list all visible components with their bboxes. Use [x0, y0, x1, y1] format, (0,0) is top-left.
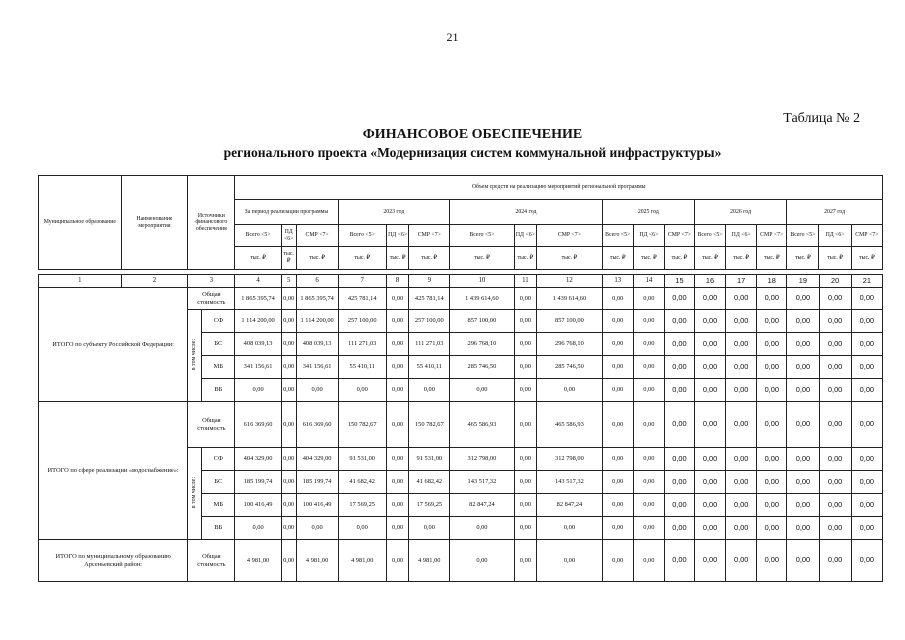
header-unit: тыс. ₽	[450, 247, 514, 270]
header-unit: тыс. ₽	[514, 247, 537, 270]
value-cell: 0,00	[386, 517, 409, 540]
value-cell: 1 439 614,60	[537, 288, 603, 310]
value-cell: 0,00	[386, 448, 409, 471]
header-sub-pd: ПД <6>	[281, 225, 296, 247]
row-label-source: БС	[202, 333, 235, 356]
value-cell: 111 271,03	[338, 333, 386, 356]
value-cell: 0,00	[851, 288, 882, 310]
value-cell: 0,00	[537, 517, 603, 540]
value-cell: 0,00	[386, 356, 409, 379]
value-cell: 1 865 395,74	[296, 288, 338, 310]
value-cell: 0,00	[537, 379, 603, 402]
value-cell: 0,00	[386, 540, 409, 582]
value-cell: 55 410,11	[409, 356, 450, 379]
value-cell: 0,00	[602, 517, 633, 540]
value-cell: 0,00	[514, 517, 537, 540]
document-title: ФИНАНСОВОЕ ОБЕСПЕЧЕНИЕ	[362, 127, 583, 142]
row-label-total-cost: Общая стоимость	[188, 540, 235, 582]
value-cell: 0,00	[787, 333, 819, 356]
in-that-number-label	[188, 448, 202, 540]
value-cell: 0,00	[757, 356, 787, 379]
value-cell: 0,00	[633, 494, 664, 517]
header-sub-smr: СМР <7>	[851, 225, 882, 247]
value-cell: 0,00	[819, 494, 851, 517]
header-sub-total: Всего <5>	[338, 225, 386, 247]
value-cell: 0,00	[726, 333, 757, 356]
value-cell: 0,00	[726, 402, 757, 448]
value-cell: 0,00	[851, 333, 882, 356]
value-cell: 82 847,24	[450, 494, 514, 517]
value-cell: 0,00	[694, 402, 725, 448]
value-cell: 0,00	[633, 356, 664, 379]
value-cell: 4 981,00	[296, 540, 338, 582]
value-cell: 0,00	[633, 310, 664, 333]
document-subtitle: регионального проекта «Модернизация систем коммунальной инфраструктуры»	[223, 145, 722, 160]
value-cell: 0,00	[787, 310, 819, 333]
value-cell: 0,00	[281, 540, 296, 582]
value-cell: 0,00	[819, 471, 851, 494]
value-cell: 0,00	[281, 517, 296, 540]
value-cell: 0,00	[450, 517, 514, 540]
value-cell: 0,00	[819, 448, 851, 471]
header-sub-pd: ПД <6>	[633, 225, 664, 247]
row-label-source: БС	[202, 471, 235, 494]
header-unit: тыс. ₽	[694, 247, 725, 270]
value-cell: 0,00	[633, 402, 664, 448]
value-cell: 0,00	[514, 310, 537, 333]
value-cell: 312 798,00	[450, 448, 514, 471]
value-cell: 1 114 200,00	[296, 310, 338, 333]
value-cell: 0,00	[851, 356, 882, 379]
column-number: 16	[694, 275, 725, 288]
value-cell: 0,00	[235, 517, 281, 540]
header-sub-total: Всего <5>	[694, 225, 725, 247]
column-number: 19	[787, 275, 819, 288]
column-number: 7	[338, 275, 386, 288]
value-cell: 0,00	[664, 471, 694, 494]
value-cell: 0,00	[851, 494, 882, 517]
value-cell: 91 531,00	[409, 448, 450, 471]
value-cell: 0,00	[514, 471, 537, 494]
header-unit: тыс. ₽	[664, 247, 694, 270]
header-sub-smr: СМР <7>	[409, 225, 450, 247]
value-cell: 143 517,32	[537, 471, 603, 494]
value-cell: 0,00	[757, 494, 787, 517]
column-number: 1	[39, 275, 122, 288]
value-cell: 0,00	[757, 379, 787, 402]
value-cell: 0,00	[664, 333, 694, 356]
table-row	[39, 540, 883, 582]
value-cell: 0,00	[787, 402, 819, 448]
value-cell: 0,00	[664, 310, 694, 333]
value-cell: 0,00	[694, 356, 725, 379]
value-cell: 150 782,67	[409, 402, 450, 448]
value-cell: 0,00	[281, 402, 296, 448]
page-number: 21	[446, 30, 459, 44]
value-cell: 0,00	[787, 471, 819, 494]
column-number: 9	[409, 275, 450, 288]
value-cell: 0,00	[602, 310, 633, 333]
value-cell: 0,00	[281, 379, 296, 402]
value-cell: 0,00	[664, 540, 694, 582]
value-cell: 0,00	[450, 540, 514, 582]
value-cell: 0,00	[537, 540, 603, 582]
value-cell: 0,00	[757, 288, 787, 310]
value-cell: 857 100,00	[450, 310, 514, 333]
value-cell: 0,00	[819, 379, 851, 402]
value-cell: 100 416,49	[296, 494, 338, 517]
value-cell: 425 781,14	[338, 288, 386, 310]
value-cell: 0,00	[726, 494, 757, 517]
value-cell: 91 531,00	[338, 448, 386, 471]
section-name: ИТОГО по сфере реализации «водоснабжение»:	[39, 402, 188, 540]
value-cell: 0,00	[633, 288, 664, 310]
value-cell: 0,00	[851, 517, 882, 540]
value-cell: 616 369,60	[296, 402, 338, 448]
value-cell: 425 781,14	[409, 288, 450, 310]
value-cell: 0,00	[235, 379, 281, 402]
value-cell: 0,00	[694, 448, 725, 471]
value-cell: 0,00	[386, 333, 409, 356]
value-cell: 0,00	[787, 517, 819, 540]
column-number: 17	[726, 275, 757, 288]
header-sub-total: Всего <5>	[602, 225, 633, 247]
row-label-source: МБ	[202, 356, 235, 379]
value-cell: 17 569,25	[409, 494, 450, 517]
value-cell: 111 271,03	[409, 333, 450, 356]
value-cell: 0,00	[633, 379, 664, 402]
value-cell: 0,00	[602, 494, 633, 517]
value-cell: 257 100,00	[409, 310, 450, 333]
value-cell: 616 369,60	[235, 402, 281, 448]
value-cell: 296 768,10	[537, 333, 603, 356]
section-name: ИТОГО по муниципальному образованию Арсеньевский район:	[39, 540, 188, 582]
row-label-source: ВБ	[202, 517, 235, 540]
header-sub-pd: ПД <6>	[819, 225, 851, 247]
value-cell: 0,00	[851, 379, 882, 402]
row-label-source: СФ	[202, 310, 235, 333]
header-sub-pd: ПД <6>	[514, 225, 537, 247]
header-period-2024: 2024 год	[450, 200, 602, 225]
value-cell: 0,00	[409, 517, 450, 540]
value-cell: 185 199,74	[235, 471, 281, 494]
financing-table	[38, 274, 883, 582]
value-cell: 1 114 200,00	[235, 310, 281, 333]
value-cell: 0,00	[602, 356, 633, 379]
value-cell: 0,00	[602, 288, 633, 310]
value-cell: 0,00	[819, 540, 851, 582]
header-period-2027: 2027 год	[787, 200, 883, 225]
table-row	[39, 288, 883, 310]
section-name: ИТОГО по субъекту Российской Федерации:	[39, 288, 188, 402]
value-cell: 0,00	[819, 333, 851, 356]
value-cell: 0,00	[819, 517, 851, 540]
value-cell: 0,00	[819, 310, 851, 333]
value-cell: 100 416,49	[235, 494, 281, 517]
header-period-total: За период реализации программы	[235, 200, 338, 225]
value-cell: 0,00	[819, 356, 851, 379]
value-cell: 0,00	[787, 448, 819, 471]
header-municipality: Муниципальное образование	[39, 176, 122, 270]
value-cell: 0,00	[664, 402, 694, 448]
row-label-source: МБ	[202, 494, 235, 517]
value-cell: 0,00	[633, 471, 664, 494]
header-unit: тыс. ₽	[409, 247, 450, 270]
value-cell: 0,00	[386, 402, 409, 448]
value-cell: 0,00	[514, 356, 537, 379]
value-cell: 0,00	[694, 540, 725, 582]
value-cell: 312 798,00	[537, 448, 603, 471]
value-cell: 0,00	[757, 448, 787, 471]
row-label-total-cost: Общая стоимость	[188, 288, 235, 310]
value-cell: 0,00	[726, 517, 757, 540]
header-sub-total: Всего <5>	[235, 225, 281, 247]
value-cell: 4 981,00	[409, 540, 450, 582]
value-cell: 0,00	[602, 448, 633, 471]
header-sub-smr: СМР <7>	[757, 225, 787, 247]
value-cell: 0,00	[851, 540, 882, 582]
table-header	[38, 175, 883, 270]
column-number: 12	[537, 275, 603, 288]
value-cell: 0,00	[694, 333, 725, 356]
value-cell: 0,00	[726, 448, 757, 471]
value-cell: 341 156,61	[296, 356, 338, 379]
value-cell: 0,00	[281, 494, 296, 517]
header-unit: тыс. ₽	[787, 247, 819, 270]
value-cell: 0,00	[787, 379, 819, 402]
header-unit: тыс. ₽	[819, 247, 851, 270]
header-sub-smr: СМР <7>	[296, 225, 338, 247]
header-unit: тыс. ₽	[537, 247, 602, 270]
value-cell: 0,00	[338, 517, 386, 540]
value-cell: 0,00	[514, 494, 537, 517]
header-unit: тыс. ₽	[633, 247, 664, 270]
column-number: 18	[757, 275, 787, 288]
value-cell: 0,00	[851, 402, 882, 448]
in-that-number-text: в том числе:	[191, 476, 198, 508]
value-cell: 0,00	[386, 288, 409, 310]
value-cell: 0,00	[726, 356, 757, 379]
column-number: 4	[235, 275, 281, 288]
header-sub-total: Всего <5>	[450, 225, 514, 247]
value-cell: 4 981,00	[235, 540, 281, 582]
value-cell: 0,00	[602, 402, 633, 448]
value-cell: 0,00	[664, 517, 694, 540]
value-cell: 41 682,42	[409, 471, 450, 494]
value-cell: 0,00	[726, 288, 757, 310]
value-cell: 0,00	[787, 356, 819, 379]
value-cell: 0,00	[694, 494, 725, 517]
value-cell: 408 039,13	[235, 333, 281, 356]
value-cell: 404 329,00	[235, 448, 281, 471]
value-cell: 465 586,93	[450, 402, 514, 448]
value-cell: 0,00	[664, 448, 694, 471]
value-cell: 1 865 395,74	[235, 288, 281, 310]
value-cell: 0,00	[602, 540, 633, 582]
value-cell: 0,00	[281, 333, 296, 356]
value-cell: 0,00	[694, 288, 725, 310]
header-period-2023: 2023 год	[338, 200, 450, 225]
value-cell: 0,00	[602, 471, 633, 494]
row-label-source: ВБ	[202, 379, 235, 402]
value-cell: 296 768,10	[450, 333, 514, 356]
value-cell: 0,00	[726, 379, 757, 402]
header-period-2025: 2025 год	[602, 200, 694, 225]
value-cell: 0,00	[757, 333, 787, 356]
in-that-number-label	[188, 310, 202, 402]
value-cell: 0,00	[633, 540, 664, 582]
value-cell: 0,00	[726, 310, 757, 333]
value-cell: 0,00	[386, 379, 409, 402]
header-sources: Источники финансового обеспечения	[188, 176, 235, 270]
column-number: 20	[819, 275, 851, 288]
column-number: 10	[450, 275, 514, 288]
value-cell: 0,00	[296, 379, 338, 402]
value-cell: 0,00	[694, 310, 725, 333]
value-cell: 0,00	[281, 288, 296, 310]
value-cell: 82 847,24	[537, 494, 603, 517]
value-cell: 0,00	[694, 517, 725, 540]
table-label: Таблица № 2	[783, 111, 860, 126]
value-cell: 0,00	[514, 333, 537, 356]
value-cell: 0,00	[664, 288, 694, 310]
header-sub-smr: СМР <7>	[664, 225, 694, 247]
value-cell: 0,00	[514, 448, 537, 471]
column-number: 21	[851, 275, 882, 288]
column-number: 13	[602, 275, 633, 288]
value-cell: 285 746,50	[450, 356, 514, 379]
value-cell: 0,00	[386, 471, 409, 494]
value-cell: 0,00	[757, 471, 787, 494]
value-cell: 0,00	[664, 379, 694, 402]
header-sub-total: Всего <5>	[787, 225, 819, 247]
value-cell: 0,00	[514, 540, 537, 582]
value-cell: 0,00	[851, 471, 882, 494]
in-that-number-text: в том числе:	[191, 338, 198, 370]
value-cell: 0,00	[694, 379, 725, 402]
header-sub-smr: СМР <7>	[537, 225, 602, 247]
value-cell: 0,00	[514, 402, 537, 448]
row-label-total-cost: Общая стоимость	[188, 402, 235, 448]
header-unit: тыс. ₽	[338, 247, 386, 270]
value-cell: 0,00	[450, 379, 514, 402]
value-cell: 0,00	[819, 402, 851, 448]
value-cell: 0,00	[409, 379, 450, 402]
column-number: 2	[121, 275, 188, 288]
header-unit: тыс. ₽	[757, 247, 787, 270]
table-row	[39, 402, 883, 448]
value-cell: 150 782,67	[338, 402, 386, 448]
value-cell: 341 156,61	[235, 356, 281, 379]
column-number: 5	[281, 275, 296, 288]
header-sub-pd: ПД <6>	[386, 225, 409, 247]
header-unit: тыс. ₽	[602, 247, 633, 270]
header-event-name: Наименование мероприятия	[121, 176, 188, 270]
header-unit: тыс. ₽	[726, 247, 757, 270]
value-cell: 0,00	[602, 333, 633, 356]
value-cell: 55 410,11	[338, 356, 386, 379]
header-unit: тыс. ₽	[851, 247, 882, 270]
column-number: 8	[386, 275, 409, 288]
value-cell: 0,00	[726, 540, 757, 582]
value-cell: 0,00	[819, 288, 851, 310]
column-number: 11	[514, 275, 537, 288]
value-cell: 0,00	[386, 310, 409, 333]
value-cell: 143 517,32	[450, 471, 514, 494]
value-cell: 185 199,74	[296, 471, 338, 494]
value-cell: 0,00	[602, 379, 633, 402]
header-unit: тыс. ₽	[296, 247, 338, 270]
value-cell: 0,00	[787, 494, 819, 517]
value-cell: 257 100,00	[338, 310, 386, 333]
value-cell: 0,00	[633, 448, 664, 471]
value-cell: 285 746,50	[537, 356, 603, 379]
value-cell: 17 569,25	[338, 494, 386, 517]
value-cell: 0,00	[757, 540, 787, 582]
value-cell: 0,00	[787, 540, 819, 582]
header-period-2026: 2026 год	[694, 200, 786, 225]
value-cell: 0,00	[726, 471, 757, 494]
value-cell: 0,00	[514, 288, 537, 310]
value-cell: 0,00	[281, 448, 296, 471]
column-number: 15	[664, 275, 694, 288]
value-cell: 0,00	[757, 310, 787, 333]
value-cell: 1 439 614,60	[450, 288, 514, 310]
value-cell: 0,00	[296, 517, 338, 540]
value-cell: 465 586,93	[537, 402, 603, 448]
value-cell: 0,00	[514, 379, 537, 402]
header-unit: тыс. ₽	[386, 247, 409, 270]
value-cell: 0,00	[633, 333, 664, 356]
value-cell: 0,00	[281, 356, 296, 379]
value-cell: 41 682,42	[338, 471, 386, 494]
value-cell: 0,00	[787, 288, 819, 310]
value-cell: 0,00	[664, 356, 694, 379]
value-cell: 404 329,00	[296, 448, 338, 471]
header-unit: тыс. ₽	[281, 247, 296, 270]
header-unit: тыс. ₽	[235, 247, 281, 270]
value-cell: 0,00	[851, 310, 882, 333]
value-cell: 0,00	[338, 379, 386, 402]
column-number: 3	[188, 275, 235, 288]
value-cell: 0,00	[694, 471, 725, 494]
value-cell: 0,00	[664, 494, 694, 517]
header-sub-pd: ПД <6>	[726, 225, 757, 247]
value-cell: 0,00	[633, 517, 664, 540]
column-number: 6	[296, 275, 338, 288]
value-cell: 408 039,13	[296, 333, 338, 356]
row-label-source: СФ	[202, 448, 235, 471]
value-cell: 0,00	[281, 471, 296, 494]
column-number: 14	[633, 275, 664, 288]
value-cell: 0,00	[281, 310, 296, 333]
header-volume: Объем средств на реализацию мероприятий региональной программы	[235, 176, 883, 200]
value-cell: 4 981,00	[338, 540, 386, 582]
value-cell: 0,00	[851, 448, 882, 471]
value-cell: 857 100,00	[537, 310, 603, 333]
value-cell: 0,00	[386, 494, 409, 517]
value-cell: 0,00	[757, 517, 787, 540]
value-cell: 0,00	[757, 402, 787, 448]
